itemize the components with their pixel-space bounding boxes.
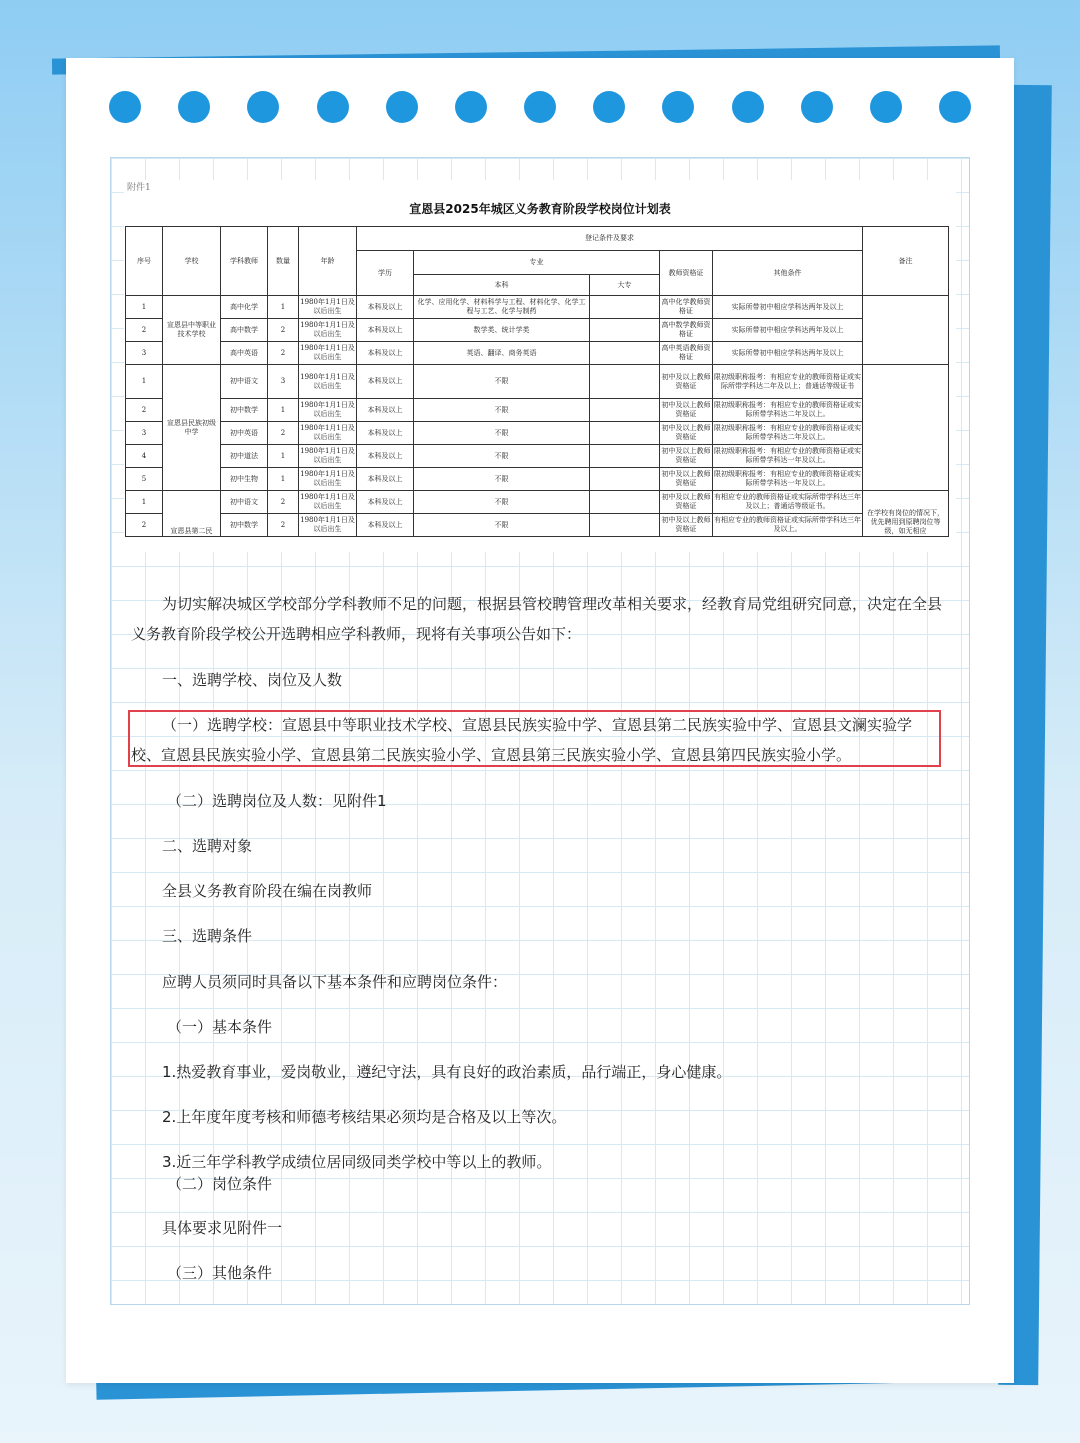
cell-school: 宣恩县民族初级中学 [163,365,221,491]
section-heading: 一、选聘学校、岗位及人数 [162,671,343,689]
cell-subject: 高中化学 [221,296,268,319]
paragraph: 全县义务教育阶段在编在岗教师 [162,882,373,900]
cell-no: 3 [126,422,163,445]
cell-college [590,422,660,445]
cell-education: 本科及以上 [357,468,414,491]
cell-major: 英语、翻译、商务英语 [414,342,590,365]
binder-hole [178,91,210,123]
cell-age: 1980年1月1日及以后出生 [299,365,357,399]
table-row [126,342,949,365]
cell-no: 4 [126,445,163,468]
cell-other: 限初级职称报考：有相应专业的教师资格证或实际所带学科达二年及以上。 [713,422,863,445]
paragraph: 具体要求见附件一 [162,1219,283,1237]
binder-hole [801,91,833,123]
paragraph: 应聘人员须同时具备以下基本条件和应聘岗位条件： [162,973,508,991]
binder-hole [386,91,418,123]
cell-count: 2 [268,491,299,514]
cell-other: 有相应专业的教师资格证或实际所带学科达三年及以上；普通话等级证书。 [713,491,863,514]
cell-education: 本科及以上 [357,422,414,445]
table-row [126,468,949,491]
cell-cert: 高中数学教师资格证 [660,319,713,342]
cell-education: 本科及以上 [357,445,414,468]
cell-major: 不限 [414,422,590,445]
cell-cert: 初中及以上教师资格证 [660,468,713,491]
cell-age: 1980年1月1日及以后出生 [299,468,357,491]
cell-subject: 初中语文 [221,365,268,399]
binder-hole [524,91,556,123]
cell-no: 3 [126,342,163,365]
section-heading: 三、选聘条件 [162,927,253,945]
cell-age: 1980年1月1日及以后出生 [299,491,357,514]
cell-subject: 初中数学 [221,399,268,422]
header-conditions: 登记条件及要求 [357,227,863,251]
cell-other: 实际所带初中相应学科达两年及以上 [713,296,863,319]
cell-remark [863,296,949,365]
cell-major: 化学、应用化学、材料科学与工程、材料化学、化学工程与工艺、化学与制药 [414,296,590,319]
cell-education: 本科及以上 [357,319,414,342]
cell-age: 1980年1月1日及以后出生 [299,399,357,422]
cell-major: 不限 [414,514,590,537]
cell-other: 有相应专业的教师资格证或实际所带学科达三年及以上。 [713,514,863,537]
binder-hole [870,91,902,123]
annex-label: 附件1 [127,183,151,193]
paragraph: 3.近三年学科教学成绩位居同级同类学校中等以上的教师。 [162,1153,552,1171]
cell-count: 1 [268,445,299,468]
header-count: 数量 [268,227,299,296]
cell-cert: 初中及以上教师资格证 [660,399,713,422]
cell-cert: 初中及以上教师资格证 [660,365,713,399]
cell-other: 限初级职称报考：有相应专业的教师资格证或实际所带学科达二年及以上；普通话等级证书 [713,365,863,399]
binder-hole [939,91,971,123]
schools-paragraph: （一）选聘学校：宣恩县中等职业技术学校、宣恩县民族实验中学、宣恩县第二民族实验中学、宣恩县文澜实验学校、宣恩县民族实验小学、宣恩县第二民族实验小学、宣恩县第三民族实验小学、宣恩县第四民族实验小学。 [131,716,913,764]
cell-no: 1 [126,296,163,319]
cell-count: 1 [268,399,299,422]
header-remark: 备注 [863,227,949,296]
cell-subject: 初中语文 [221,491,268,514]
binder-hole [109,91,141,123]
cell-college [590,319,660,342]
cell-count: 1 [268,468,299,491]
position-plan-table [125,226,949,537]
cell-education: 本科及以上 [357,342,414,365]
section-heading: 二、选聘对象 [162,837,253,855]
binder-holes [0,0,1080,140]
table-row [126,422,949,445]
cell-other: 实际所带初中相应学科达两年及以上 [713,319,863,342]
cell-college [590,491,660,514]
cell-subject: 高中英语 [221,342,268,365]
cell-major: 不限 [414,365,590,399]
cell-other: 限初级职称报考：有相应专业的教师资格证或实际所带学科达二年及以上。 [713,399,863,422]
table-row [126,399,949,422]
intro-paragraph: 为切实解决城区学校部分学科教师不足的问题，根据县管校聘管理改革相关要求，经教育局党组研究同意，决定在全县义务教育阶段学校公开选聘相应学科教师，现将有关事项公告如下： [131,595,943,643]
cell-cert: 高中英语教师资格证 [660,342,713,365]
cell-count: 2 [268,514,299,537]
cell-major: 数学类、统计学类 [414,319,590,342]
cell-college [590,445,660,468]
binder-hole [732,91,764,123]
cell-remark [863,365,949,491]
header-college: 大专 [590,275,660,296]
cell-cert: 初中及以上教师资格证 [660,514,713,537]
table-row [126,491,949,514]
cell-college [590,399,660,422]
cell-age: 1980年1月1日及以后出生 [299,514,357,537]
cell-college [590,365,660,399]
cell-college [590,342,660,365]
cell-education: 本科及以上 [357,296,414,319]
positions-paragraph: （二）选聘岗位及人数：见附件1 [167,792,387,810]
binder-hole [662,91,694,123]
cell-education: 本科及以上 [357,514,414,537]
cell-subject: 初中道法 [221,445,268,468]
cell-other: 限初级职称报考：有相应专业的教师资格证或实际所带学科达一年及以上。 [713,468,863,491]
cell-major: 不限 [414,399,590,422]
cell-count: 1 [268,296,299,319]
subsection-heading: （一）基本条件 [167,1018,273,1036]
binder-hole [593,91,625,123]
cell-subject: 高中数学 [221,319,268,342]
table-row [126,319,949,342]
cell-age: 1980年1月1日及以后出生 [299,296,357,319]
paragraph: 1.热爱教育事业，爱岗敬业，遵纪守法，具有良好的政治素质，品行端正，身心健康。 [162,1063,732,1081]
cell-subject: 初中生物 [221,468,268,491]
subsection-heading: （二）岗位条件 [167,1175,273,1193]
table-row [126,514,949,537]
cell-count: 2 [268,422,299,445]
table-row [126,296,949,319]
cell-college [590,468,660,491]
header-major: 专业 [414,251,660,275]
binder-hole [455,91,487,123]
cell-major: 不限 [414,468,590,491]
table-row [126,445,949,468]
header-age: 年龄 [299,227,357,296]
cell-count: 2 [268,342,299,365]
document-screenshot [124,180,956,552]
cell-no: 5 [126,468,163,491]
cell-no: 2 [126,399,163,422]
cell-age: 1980年1月1日及以后出生 [299,342,357,365]
cell-subject: 初中数学 [221,514,268,537]
cell-count: 2 [268,319,299,342]
cell-major: 不限 [414,491,590,514]
cell-no: 2 [126,319,163,342]
binder-hole [317,91,349,123]
table-row [126,365,949,399]
cell-education: 本科及以上 [357,491,414,514]
cell-other: 实际所带初中相应学科达两年及以上 [713,342,863,365]
cell-no: 1 [126,491,163,514]
cell-cert: 初中及以上教师资格证 [660,491,713,514]
header-subject: 学科教师 [221,227,268,296]
cell-count: 3 [268,365,299,399]
cell-remark: 在学校有岗位的情况下，优先聘用到原聘岗位等级，如无相应 [863,491,949,537]
subsection-heading: （三）其他条件 [167,1264,273,1282]
cell-education: 本科及以上 [357,399,414,422]
cell-major: 不限 [414,445,590,468]
cell-school: 宣恩县中等职业技术学校 [163,296,221,365]
cell-age: 1980年1月1日及以后出生 [299,422,357,445]
cell-cert: 初中及以上教师资格证 [660,422,713,445]
header-no: 序号 [126,227,163,296]
cell-school: 宣恩县第二民 [163,491,221,537]
cell-no: 1 [126,365,163,399]
cell-age: 1980年1月1日及以后出生 [299,445,357,468]
highlight-box [128,710,941,767]
header-bachelor: 本科 [414,275,590,296]
paragraph: 2.上年度年度考核和师德考核结果必须均是合格及以上等次。 [162,1108,567,1126]
table-title: 宣恩县2025年城区义务教育阶段学校岗位计划表 [409,202,671,216]
cell-cert: 高中化学教师资格证 [660,296,713,319]
cell-education: 本科及以上 [357,365,414,399]
cell-other: 限初级职称报考：有相应专业的教师资格证或实际所带学科达一年及以上。 [713,445,863,468]
header-education: 学历 [357,251,414,296]
header-other: 其他条件 [713,251,863,296]
cell-cert: 初中及以上教师资格证 [660,445,713,468]
cell-college [590,296,660,319]
cell-no: 2 [126,514,163,537]
binder-hole [247,91,279,123]
header-school: 学校 [163,227,221,296]
cell-subject: 初中英语 [221,422,268,445]
header-cert: 教师资格证 [660,251,713,296]
cell-age: 1980年1月1日及以后出生 [299,319,357,342]
cell-college [590,514,660,537]
